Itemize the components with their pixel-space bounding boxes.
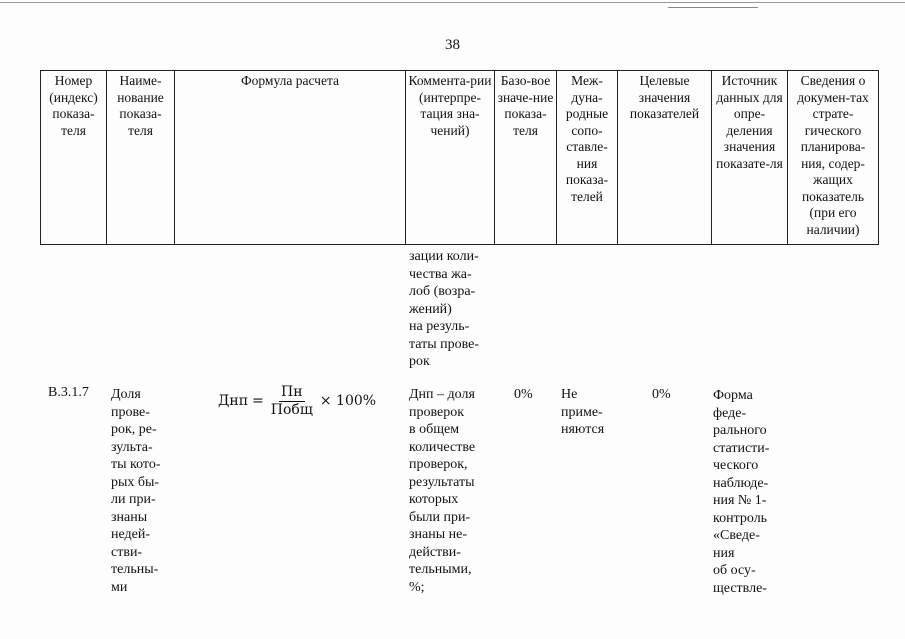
text-line: «Сведе- xyxy=(713,528,760,543)
text-line: которых xyxy=(409,492,459,507)
text-line: проверок, xyxy=(409,457,468,472)
text-line: Не xyxy=(561,387,578,402)
text-line: недей- xyxy=(111,527,151,542)
text-line: были при- xyxy=(409,509,471,525)
text-line: ческого xyxy=(713,458,759,473)
formula-suffix: × 100% xyxy=(319,393,377,409)
text-line: ты кото- xyxy=(111,457,161,472)
text-line: прове- xyxy=(111,404,150,420)
text-line: приме- xyxy=(561,404,603,420)
header-strategic-docs: Сведения о докумен-тах страте-гического планирова-ния, содер-жащих показатель (при его наличии) xyxy=(788,71,879,245)
data-source xyxy=(713,387,789,597)
text-line: рых бы- xyxy=(111,474,160,490)
text-line: %; xyxy=(409,579,425,595)
formula-lhs: Днп xyxy=(218,393,249,409)
text-line: Днп – доля xyxy=(409,387,475,402)
indicator-table-header xyxy=(40,70,879,245)
base-value: 0% xyxy=(514,387,533,402)
text-line: статисти- xyxy=(713,440,770,456)
header-index: Номер (индекс) показа-теля xyxy=(41,71,107,245)
target-value: 0% xyxy=(652,387,671,402)
formula-numerator: Пн xyxy=(281,384,303,400)
text-line: таты прове- xyxy=(409,336,480,352)
scan-line-right xyxy=(668,7,758,8)
text-line: зульта- xyxy=(111,439,153,455)
text-line: Форма xyxy=(713,388,753,403)
text-line: стви- xyxy=(111,544,143,560)
text-line: няются xyxy=(561,422,605,437)
indicator-name xyxy=(111,386,177,596)
header-formula: Формула расчета xyxy=(175,71,406,245)
text-line: чества жа- xyxy=(409,266,472,282)
scan-line-top xyxy=(0,2,905,3)
text-line: феде- xyxy=(713,405,747,421)
text-line: тельными, xyxy=(409,562,472,577)
text-line: знаны не- xyxy=(409,527,468,542)
text-line: ли при- xyxy=(111,492,156,507)
header-target-values: Целевые значения показателей xyxy=(618,71,712,245)
text-line: тельны- xyxy=(111,562,159,577)
text-line: рального xyxy=(713,423,767,438)
text-line: действи- xyxy=(409,544,461,560)
header-name: Наиме-нование показа-теля xyxy=(107,71,175,245)
text-line: ми xyxy=(111,579,128,595)
text-line: рок xyxy=(409,354,430,369)
text-line: зации коли- xyxy=(409,249,479,264)
text-line: рок, ре- xyxy=(111,422,157,437)
text-line: об осу- xyxy=(713,563,756,578)
text-line: ния xyxy=(713,545,735,561)
page-number: 38 xyxy=(445,37,460,53)
text-line: проверок xyxy=(409,404,465,420)
indicator-comment xyxy=(409,386,499,596)
text-line: ществле- xyxy=(713,580,767,596)
text-line: ния № 1- xyxy=(713,493,767,508)
indicator-index: В.3.1.7 xyxy=(48,385,89,400)
international-comparison xyxy=(561,386,623,439)
header-comment: Коммента-рии (интерпре-тация зна-чений) xyxy=(406,71,495,245)
text-line: Доля xyxy=(111,387,141,402)
header-international: Меж-дуна-родные сопо-ставле-ния показа-телей xyxy=(557,71,618,245)
text-line: количестве xyxy=(409,439,476,455)
text-line: лоб (возра- xyxy=(409,284,476,299)
text-line: на резуль- xyxy=(409,319,470,334)
text-line: знаны xyxy=(111,509,148,525)
text-line: контроль xyxy=(713,510,768,526)
calculation-formula xyxy=(218,384,376,419)
header-data-source: Источник данных для опре-деления значения показате-ля xyxy=(712,71,788,245)
comment-continuation xyxy=(409,248,499,371)
header-base-value: Базо-вое значе-ние показа-теля xyxy=(495,71,557,245)
text-line: результаты xyxy=(409,474,475,490)
text-line: наблюде- xyxy=(713,475,769,491)
formula-equals: = xyxy=(252,393,264,409)
formula-fraction xyxy=(269,384,315,419)
text-line: в общем xyxy=(409,422,460,437)
text-line: жений) xyxy=(409,301,452,317)
formula-denominator: Побщ xyxy=(270,402,313,418)
